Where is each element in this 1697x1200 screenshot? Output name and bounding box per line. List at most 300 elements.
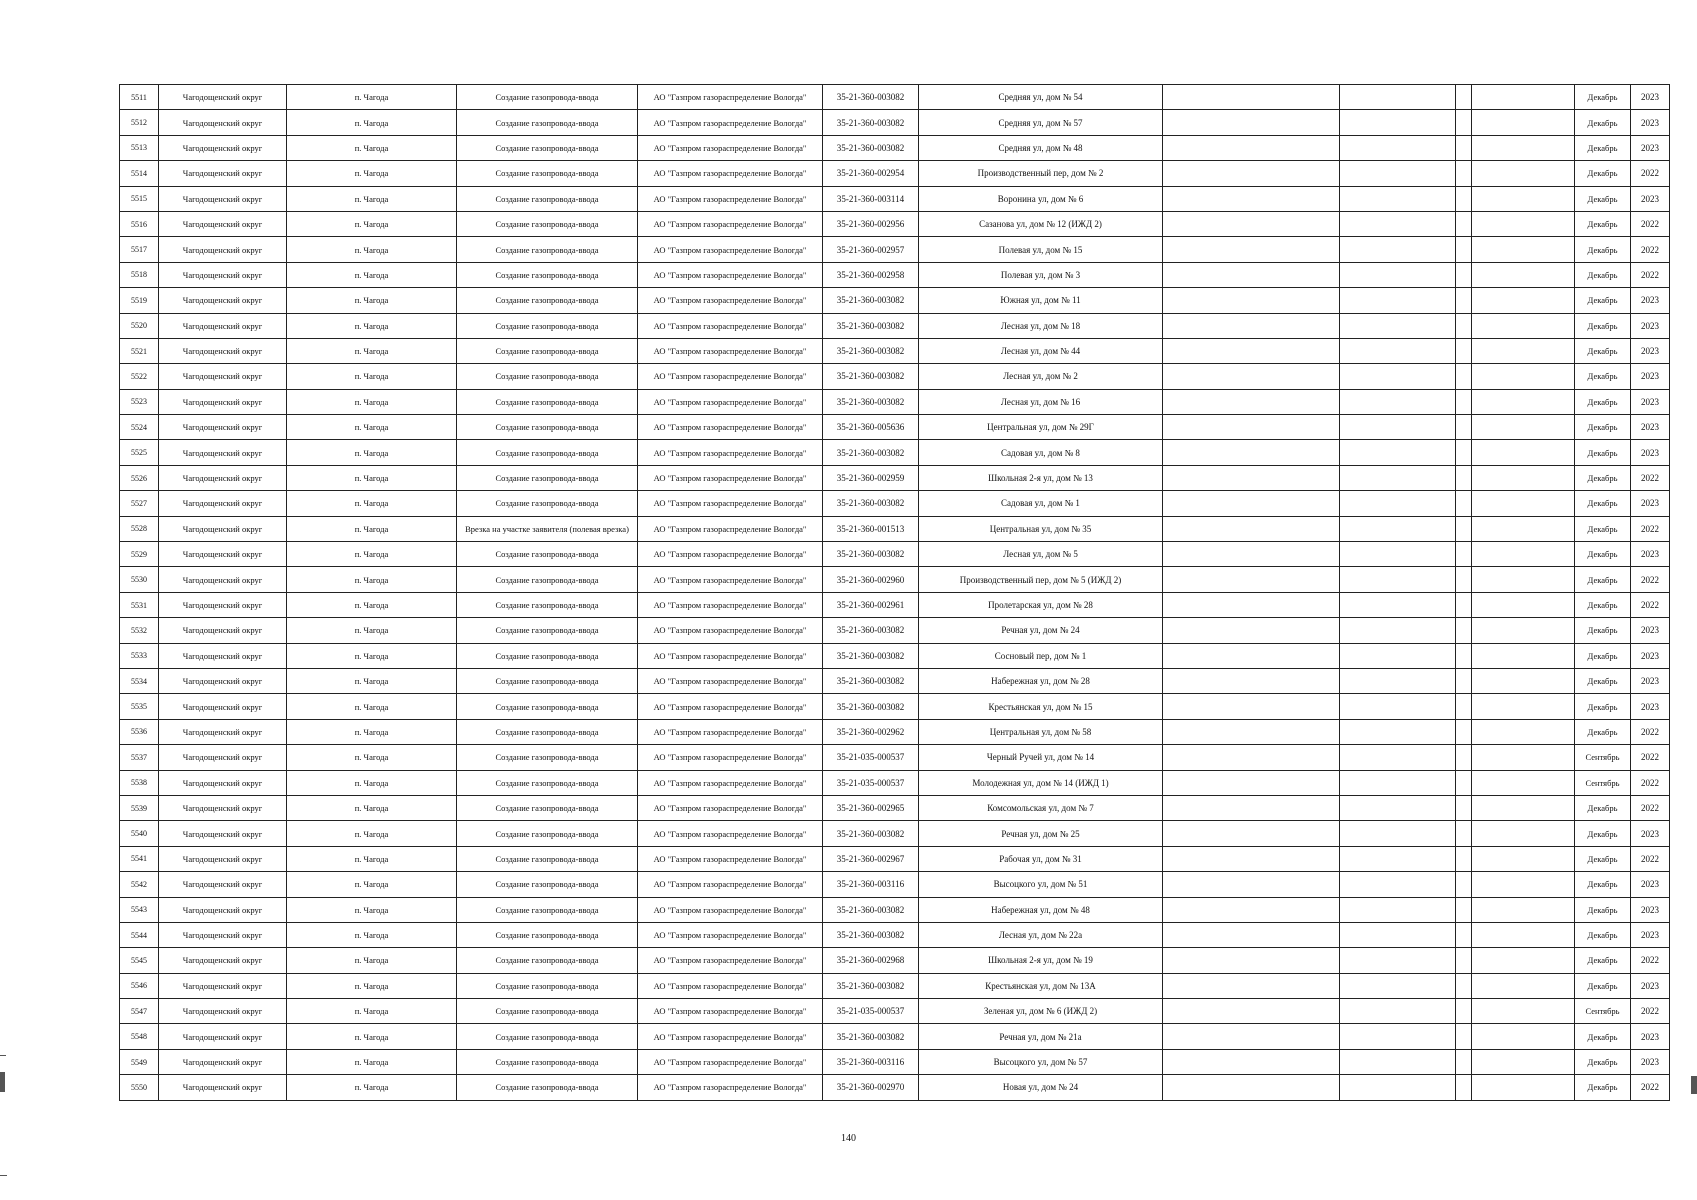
cell-year: 2023	[1631, 897, 1670, 922]
cell-empty-a	[1163, 211, 1340, 236]
cell-organization: АО "Газпром газораспределение Вологда"	[638, 846, 823, 871]
cell-empty-a	[1163, 973, 1340, 998]
cell-empty-c	[1456, 948, 1472, 973]
table-row	[120, 719, 1670, 744]
cell-settlement: п. Чагода	[287, 415, 457, 440]
cell-empty-c	[1456, 211, 1472, 236]
cell-code: 35-21-035-000537	[823, 770, 919, 795]
cell-work-type: Создание газопровода-ввода	[457, 110, 638, 135]
cell-empty-b	[1340, 186, 1456, 211]
cell-year: 2023	[1631, 364, 1670, 389]
cell-empty-c	[1456, 872, 1472, 897]
cell-organization: АО "Газпром газораспределение Вологда"	[638, 110, 823, 135]
cell-month: Декабрь	[1575, 1049, 1631, 1074]
cell-empty-d	[1472, 897, 1575, 922]
cell-month: Декабрь	[1575, 465, 1631, 490]
cell-work-type: Создание газопровода-ввода	[457, 415, 638, 440]
cell-settlement: п. Чагода	[287, 821, 457, 846]
cell-address: Рабочая ул, дом № 31	[919, 846, 1163, 871]
cell-year: 2023	[1631, 135, 1670, 160]
table-body	[120, 85, 1670, 1101]
cell-empty-b	[1340, 694, 1456, 719]
cell-empty-b	[1340, 440, 1456, 465]
cell-address: Набережная ул, дом № 48	[919, 897, 1163, 922]
cell-year: 2022	[1631, 211, 1670, 236]
cell-empty-b	[1340, 948, 1456, 973]
cell-empty-a	[1163, 338, 1340, 363]
cell-district: Чагодощенский округ	[159, 897, 287, 922]
table-row	[120, 135, 1670, 160]
cell-empty-b	[1340, 567, 1456, 592]
cell-year: 2023	[1631, 415, 1670, 440]
table-row	[120, 338, 1670, 363]
cell-address: Лесная ул, дом № 22а	[919, 922, 1163, 947]
cell-work-type: Создание газопровода-ввода	[457, 364, 638, 389]
cell-organization: АО "Газпром газораспределение Вологда"	[638, 668, 823, 693]
cell-empty-b	[1340, 1075, 1456, 1100]
cell-row-number: 5531	[120, 592, 159, 617]
cell-empty-d	[1472, 237, 1575, 262]
cell-work-type: Создание газопровода-ввода	[457, 186, 638, 211]
cell-empty-c	[1456, 237, 1472, 262]
cell-settlement: п. Чагода	[287, 262, 457, 287]
cell-empty-a	[1163, 415, 1340, 440]
cell-district: Чагодощенский округ	[159, 668, 287, 693]
cell-empty-d	[1472, 567, 1575, 592]
cell-month: Сентябрь	[1575, 745, 1631, 770]
cell-empty-b	[1340, 668, 1456, 693]
cell-code: 35-21-360-002968	[823, 948, 919, 973]
cell-empty-d	[1472, 668, 1575, 693]
cell-empty-c	[1456, 567, 1472, 592]
cell-settlement: п. Чагода	[287, 872, 457, 897]
cell-empty-d	[1472, 313, 1575, 338]
table-row	[120, 313, 1670, 338]
cell-work-type: Создание газопровода-ввода	[457, 389, 638, 414]
cell-year: 2022	[1631, 795, 1670, 820]
cell-organization: АО "Газпром газораспределение Вологда"	[638, 288, 823, 313]
cell-month: Декабрь	[1575, 922, 1631, 947]
cell-work-type: Создание газопровода-ввода	[457, 465, 638, 490]
cell-code: 35-21-360-003082	[823, 973, 919, 998]
cell-organization: АО "Газпром газораспределение Вологда"	[638, 643, 823, 668]
cell-empty-d	[1472, 491, 1575, 516]
cell-district: Чагодощенский округ	[159, 1049, 287, 1074]
cell-settlement: п. Чагода	[287, 846, 457, 871]
cell-row-number: 5540	[120, 821, 159, 846]
cell-district: Чагодощенский округ	[159, 211, 287, 236]
cell-settlement: п. Чагода	[287, 643, 457, 668]
cell-empty-b	[1340, 872, 1456, 897]
cell-district: Чагодощенский округ	[159, 440, 287, 465]
cell-empty-a	[1163, 846, 1340, 871]
table-row	[120, 1024, 1670, 1049]
cell-district: Чагодощенский округ	[159, 415, 287, 440]
cell-address: Лесная ул, дом № 18	[919, 313, 1163, 338]
cell-row-number: 5526	[120, 465, 159, 490]
cell-code: 35-21-360-003082	[823, 643, 919, 668]
cell-empty-d	[1472, 389, 1575, 414]
cell-empty-c	[1456, 338, 1472, 363]
cell-settlement: п. Чагода	[287, 694, 457, 719]
cell-code: 35-21-360-003082	[823, 110, 919, 135]
cell-empty-d	[1472, 846, 1575, 871]
cell-code: 35-21-360-003082	[823, 135, 919, 160]
cell-code: 35-21-360-002962	[823, 719, 919, 744]
cell-district: Чагодощенский округ	[159, 999, 287, 1024]
cell-settlement: п. Чагода	[287, 516, 457, 541]
cell-empty-a	[1163, 161, 1340, 186]
table-row	[120, 643, 1670, 668]
cell-empty-a	[1163, 618, 1340, 643]
margin-mark-left	[0, 1072, 5, 1092]
cell-empty-a	[1163, 872, 1340, 897]
cell-empty-b	[1340, 338, 1456, 363]
cell-year: 2022	[1631, 999, 1670, 1024]
cell-empty-b	[1340, 922, 1456, 947]
cell-organization: АО "Газпром газораспределение Вологда"	[638, 211, 823, 236]
cell-district: Чагодощенский округ	[159, 465, 287, 490]
cell-empty-b	[1340, 999, 1456, 1024]
table-row	[120, 161, 1670, 186]
table-row	[120, 567, 1670, 592]
cell-year: 2023	[1631, 313, 1670, 338]
cell-year: 2022	[1631, 592, 1670, 617]
cell-organization: АО "Газпром газораспределение Вологда"	[638, 85, 823, 110]
cell-work-type: Создание газопровода-ввода	[457, 719, 638, 744]
cell-row-number: 5532	[120, 618, 159, 643]
cell-year: 2023	[1631, 85, 1670, 110]
cell-settlement: п. Чагода	[287, 745, 457, 770]
cell-organization: АО "Газпром газораспределение Вологда"	[638, 415, 823, 440]
cell-district: Чагодощенский округ	[159, 288, 287, 313]
cell-organization: АО "Газпром газораспределение Вологда"	[638, 465, 823, 490]
cell-empty-d	[1472, 973, 1575, 998]
cell-year: 2022	[1631, 516, 1670, 541]
table-row	[120, 288, 1670, 313]
cell-settlement: п. Чагода	[287, 542, 457, 567]
cell-month: Декабрь	[1575, 313, 1631, 338]
cell-organization: АО "Газпром газораспределение Вологда"	[638, 338, 823, 363]
cell-district: Чагодощенский округ	[159, 745, 287, 770]
cell-empty-a	[1163, 110, 1340, 135]
cell-empty-c	[1456, 618, 1472, 643]
cell-district: Чагодощенский округ	[159, 237, 287, 262]
cell-organization: АО "Газпром газораспределение Вологда"	[638, 135, 823, 160]
cell-address: Лесная ул, дом № 44	[919, 338, 1163, 363]
cell-organization: АО "Газпром газораспределение Вологда"	[638, 694, 823, 719]
cell-empty-c	[1456, 262, 1472, 287]
cell-work-type: Создание газопровода-ввода	[457, 262, 638, 287]
cell-district: Чагодощенский округ	[159, 135, 287, 160]
cell-address: Садовая ул, дом № 1	[919, 491, 1163, 516]
cell-address: Садовая ул, дом № 8	[919, 440, 1163, 465]
cell-row-number: 5549	[120, 1049, 159, 1074]
cell-month: Декабрь	[1575, 85, 1631, 110]
cell-empty-a	[1163, 186, 1340, 211]
cell-row-number: 5527	[120, 491, 159, 516]
cell-month: Декабрь	[1575, 694, 1631, 719]
cell-row-number: 5533	[120, 643, 159, 668]
cell-code: 35-21-360-003082	[823, 897, 919, 922]
cell-month: Декабрь	[1575, 440, 1631, 465]
cell-month: Декабрь	[1575, 364, 1631, 389]
cell-empty-c	[1456, 973, 1472, 998]
cell-empty-c	[1456, 465, 1472, 490]
table-row	[120, 211, 1670, 236]
cell-empty-b	[1340, 491, 1456, 516]
cell-address: Школьная 2-я ул, дом № 19	[919, 948, 1163, 973]
cell-code: 35-21-035-000537	[823, 999, 919, 1024]
cell-year: 2022	[1631, 262, 1670, 287]
cell-empty-a	[1163, 516, 1340, 541]
cell-district: Чагодощенский округ	[159, 161, 287, 186]
cell-row-number: 5547	[120, 999, 159, 1024]
cell-empty-c	[1456, 415, 1472, 440]
cell-row-number: 5516	[120, 211, 159, 236]
cell-code: 35-21-360-002965	[823, 795, 919, 820]
cell-district: Чагодощенский округ	[159, 110, 287, 135]
cell-empty-c	[1456, 643, 1472, 668]
cell-empty-d	[1472, 135, 1575, 160]
cell-district: Чагодощенский округ	[159, 948, 287, 973]
cell-organization: АО "Газпром газораспределение Вологда"	[638, 1049, 823, 1074]
cell-empty-a	[1163, 440, 1340, 465]
cell-empty-b	[1340, 542, 1456, 567]
cell-row-number: 5513	[120, 135, 159, 160]
cell-organization: АО "Газпром газораспределение Вологда"	[638, 313, 823, 338]
cell-row-number: 5543	[120, 897, 159, 922]
cell-settlement: п. Чагода	[287, 389, 457, 414]
cell-row-number: 5534	[120, 668, 159, 693]
cell-empty-c	[1456, 135, 1472, 160]
cell-address: Лесная ул, дом № 5	[919, 542, 1163, 567]
cell-empty-b	[1340, 770, 1456, 795]
cell-year: 2023	[1631, 491, 1670, 516]
cell-work-type: Создание газопровода-ввода	[457, 694, 638, 719]
table-row	[120, 922, 1670, 947]
cell-empty-d	[1472, 288, 1575, 313]
cell-empty-c	[1456, 491, 1472, 516]
cell-settlement: п. Чагода	[287, 922, 457, 947]
cell-district: Чагодощенский округ	[159, 719, 287, 744]
cell-empty-c	[1456, 110, 1472, 135]
cell-code: 35-21-360-002956	[823, 211, 919, 236]
cell-empty-a	[1163, 567, 1340, 592]
table-row	[120, 948, 1670, 973]
cell-year: 2022	[1631, 465, 1670, 490]
cell-address: Средняя ул, дом № 48	[919, 135, 1163, 160]
cell-month: Декабрь	[1575, 1075, 1631, 1100]
cell-work-type: Создание газопровода-ввода	[457, 592, 638, 617]
cell-organization: АО "Газпром газораспределение Вологда"	[638, 186, 823, 211]
cell-row-number: 5546	[120, 973, 159, 998]
cell-empty-c	[1456, 719, 1472, 744]
cell-settlement: п. Чагода	[287, 592, 457, 617]
cell-month: Декабрь	[1575, 973, 1631, 998]
cell-work-type: Создание газопровода-ввода	[457, 897, 638, 922]
cell-work-type: Создание газопровода-ввода	[457, 440, 638, 465]
cell-year: 2023	[1631, 668, 1670, 693]
cell-month: Декабрь	[1575, 491, 1631, 516]
cell-empty-a	[1163, 389, 1340, 414]
margin-mark-left	[0, 1175, 7, 1176]
cell-settlement: п. Чагода	[287, 186, 457, 211]
cell-district: Чагодощенский округ	[159, 795, 287, 820]
cell-organization: АО "Газпром газораспределение Вологда"	[638, 999, 823, 1024]
cell-district: Чагодощенский округ	[159, 338, 287, 363]
cell-settlement: п. Чагода	[287, 948, 457, 973]
cell-empty-a	[1163, 491, 1340, 516]
cell-code: 35-21-360-003082	[823, 288, 919, 313]
cell-work-type: Создание газопровода-ввода	[457, 313, 638, 338]
cell-empty-b	[1340, 415, 1456, 440]
cell-district: Чагодощенский округ	[159, 973, 287, 998]
cell-work-type: Создание газопровода-ввода	[457, 1049, 638, 1074]
cell-work-type: Создание газопровода-ввода	[457, 1075, 638, 1100]
cell-empty-d	[1472, 542, 1575, 567]
cell-address: Зеленая ул, дом № 6 (ИЖД 2)	[919, 999, 1163, 1024]
cell-code: 35-21-360-003114	[823, 186, 919, 211]
cell-settlement: п. Чагода	[287, 211, 457, 236]
cell-empty-c	[1456, 922, 1472, 947]
cell-empty-b	[1340, 1024, 1456, 1049]
cell-empty-d	[1472, 643, 1575, 668]
cell-work-type: Создание газопровода-ввода	[457, 85, 638, 110]
cell-empty-a	[1163, 364, 1340, 389]
cell-settlement: п. Чагода	[287, 719, 457, 744]
cell-empty-c	[1456, 1049, 1472, 1074]
cell-row-number: 5537	[120, 745, 159, 770]
cell-empty-d	[1472, 872, 1575, 897]
cell-address: Высоцкого ул, дом № 51	[919, 872, 1163, 897]
cell-empty-b	[1340, 897, 1456, 922]
cell-month: Декабрь	[1575, 135, 1631, 160]
cell-empty-a	[1163, 542, 1340, 567]
cell-district: Чагодощенский округ	[159, 516, 287, 541]
cell-settlement: п. Чагода	[287, 1024, 457, 1049]
cell-code: 35-21-360-002957	[823, 237, 919, 262]
cell-address: Средняя ул, дом № 54	[919, 85, 1163, 110]
cell-district: Чагодощенский округ	[159, 643, 287, 668]
cell-empty-a	[1163, 922, 1340, 947]
cell-address: Лесная ул, дом № 16	[919, 389, 1163, 414]
cell-row-number: 5514	[120, 161, 159, 186]
cell-year: 2022	[1631, 719, 1670, 744]
cell-code: 35-21-360-003082	[823, 668, 919, 693]
cell-address: Полевая ул, дом № 15	[919, 237, 1163, 262]
cell-code: 35-21-360-003082	[823, 491, 919, 516]
cell-settlement: п. Чагода	[287, 973, 457, 998]
cell-settlement: п. Чагода	[287, 85, 457, 110]
cell-district: Чагодощенский округ	[159, 872, 287, 897]
cell-month: Декабрь	[1575, 415, 1631, 440]
cell-code: 35-21-360-003082	[823, 313, 919, 338]
cell-empty-d	[1472, 440, 1575, 465]
cell-address: Производственный пер, дом № 2	[919, 161, 1163, 186]
cell-work-type: Создание газопровода-ввода	[457, 338, 638, 363]
cell-empty-d	[1472, 795, 1575, 820]
cell-empty-b	[1340, 846, 1456, 871]
cell-work-type: Создание газопровода-ввода	[457, 491, 638, 516]
cell-work-type: Создание газопровода-ввода	[457, 668, 638, 693]
cell-empty-c	[1456, 846, 1472, 871]
cell-empty-a	[1163, 643, 1340, 668]
cell-month: Декабрь	[1575, 668, 1631, 693]
cell-year: 2022	[1631, 948, 1670, 973]
cell-settlement: п. Чагода	[287, 465, 457, 490]
cell-code: 35-21-360-003082	[823, 364, 919, 389]
cell-settlement: п. Чагода	[287, 491, 457, 516]
cell-row-number: 5530	[120, 567, 159, 592]
cell-settlement: п. Чагода	[287, 161, 457, 186]
cell-row-number: 5523	[120, 389, 159, 414]
cell-district: Чагодощенский округ	[159, 313, 287, 338]
cell-year: 2023	[1631, 618, 1670, 643]
cell-empty-a	[1163, 745, 1340, 770]
cell-year: 2023	[1631, 694, 1670, 719]
cell-empty-b	[1340, 719, 1456, 744]
cell-address: Крестьянская ул, дом № 13А	[919, 973, 1163, 998]
cell-row-number: 5548	[120, 1024, 159, 1049]
cell-settlement: п. Чагода	[287, 668, 457, 693]
cell-empty-c	[1456, 668, 1472, 693]
cell-empty-c	[1456, 770, 1472, 795]
cell-year: 2023	[1631, 1049, 1670, 1074]
cell-empty-c	[1456, 389, 1472, 414]
cell-organization: АО "Газпром газораспределение Вологда"	[638, 262, 823, 287]
cell-work-type: Создание газопровода-ввода	[457, 745, 638, 770]
cell-empty-a	[1163, 592, 1340, 617]
cell-year: 2023	[1631, 542, 1670, 567]
cell-empty-c	[1456, 542, 1472, 567]
table-row	[120, 694, 1670, 719]
cell-address: Молодежная ул, дом № 14 (ИЖД 1)	[919, 770, 1163, 795]
cell-empty-b	[1340, 516, 1456, 541]
cell-month: Декабрь	[1575, 389, 1631, 414]
cell-year: 2022	[1631, 161, 1670, 186]
cell-empty-a	[1163, 795, 1340, 820]
cell-empty-c	[1456, 1075, 1472, 1100]
cell-year: 2023	[1631, 1024, 1670, 1049]
page-number: 140	[841, 1133, 856, 1144]
cell-work-type: Создание газопровода-ввода	[457, 973, 638, 998]
cell-settlement: п. Чагода	[287, 364, 457, 389]
cell-month: Декабрь	[1575, 846, 1631, 871]
cell-work-type: Создание газопровода-ввода	[457, 542, 638, 567]
cell-empty-a	[1163, 1075, 1340, 1100]
cell-month: Декабрь	[1575, 237, 1631, 262]
cell-year: 2022	[1631, 846, 1670, 871]
cell-code: 35-21-360-003082	[823, 389, 919, 414]
table-row	[120, 846, 1670, 871]
cell-empty-d	[1472, 211, 1575, 236]
cell-empty-b	[1340, 618, 1456, 643]
cell-address: Лесная ул, дом № 2	[919, 364, 1163, 389]
cell-row-number: 5545	[120, 948, 159, 973]
table-row	[120, 516, 1670, 541]
cell-code: 35-21-360-003082	[823, 1024, 919, 1049]
document-page	[119, 84, 1669, 1101]
cell-empty-d	[1472, 592, 1575, 617]
cell-empty-d	[1472, 186, 1575, 211]
cell-code: 35-21-360-003082	[823, 338, 919, 363]
cell-code: 35-21-360-003082	[823, 618, 919, 643]
cell-district: Чагодощенский округ	[159, 85, 287, 110]
cell-month: Декабрь	[1575, 719, 1631, 744]
cell-organization: АО "Газпром газораспределение Вологда"	[638, 922, 823, 947]
cell-code: 35-21-360-003116	[823, 1049, 919, 1074]
